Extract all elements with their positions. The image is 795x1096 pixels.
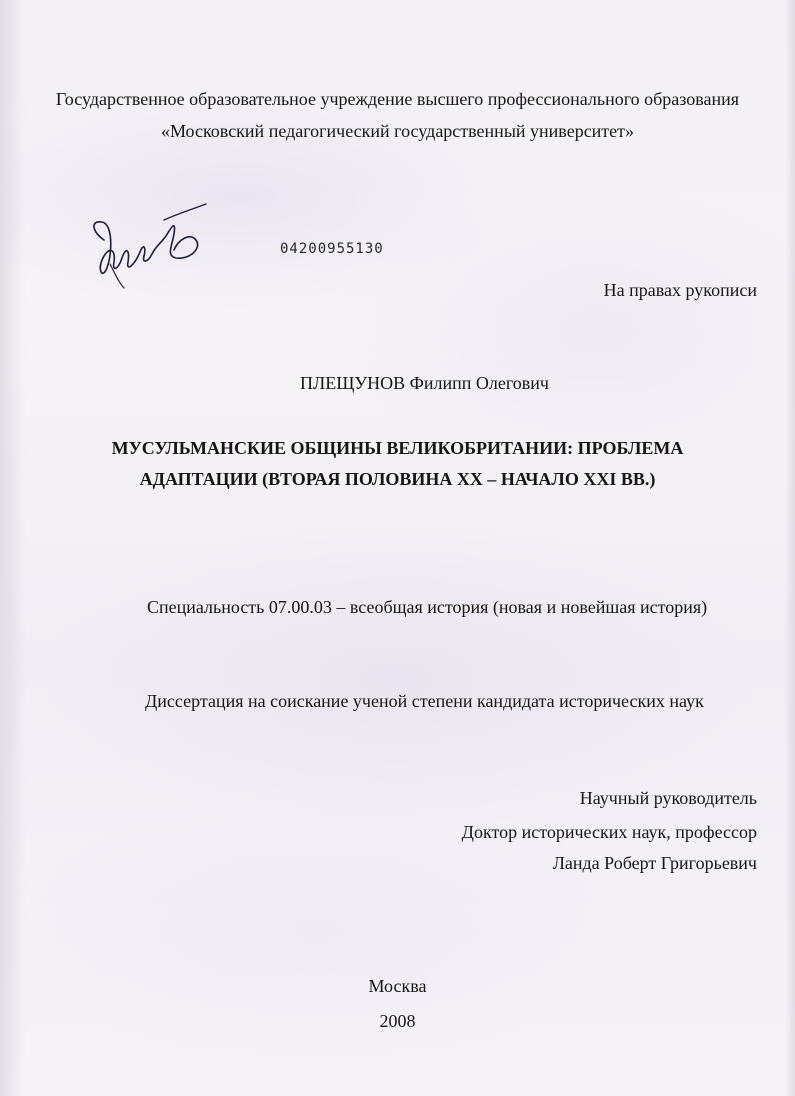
advisor-label: Научный руководитель — [579, 788, 757, 808]
advisor-name: Ланда Роберт Григорьевич — [552, 853, 757, 873]
advisor-degree: Доктор исторических наук, профессор — [461, 822, 757, 842]
degree-line: Диссертация на соискание ученой степени кандидата исторических наук — [145, 691, 704, 711]
manuscript-note: На правах рукописи — [603, 280, 757, 300]
scan-edge-right — [785, 0, 795, 1096]
catalog-stamp-number: 04200955130 — [280, 241, 384, 257]
scan-edge-left — [0, 0, 26, 1096]
dissertation-title-line-1: МУСУЛЬМАНСКИЕ ОБЩИНЫ ВЕЛИКОБРИТАНИИ: ПРОБЛЕМА — [111, 438, 684, 458]
city: Москва — [368, 976, 427, 996]
specialty-line: Специальность 07.00.03 – всеобщая история (новая и новейшая история) — [147, 597, 708, 617]
dissertation-title-line-2: АДАПТАЦИИ (ВТОРАЯ ПОЛОВИНА XX – НАЧАЛО XXI ВВ.) — [139, 469, 656, 489]
institution-line-2: «Московский педагогический государственный университет» — [160, 121, 635, 141]
institution-line-1: Государственное образовательное учреждение высшего профессионального образования — [55, 89, 740, 109]
author-name: ПЛЕЩУНОВ Филипп Олегович — [300, 373, 549, 393]
handwritten-signature — [86, 200, 216, 290]
year: 2008 — [379, 1011, 416, 1031]
